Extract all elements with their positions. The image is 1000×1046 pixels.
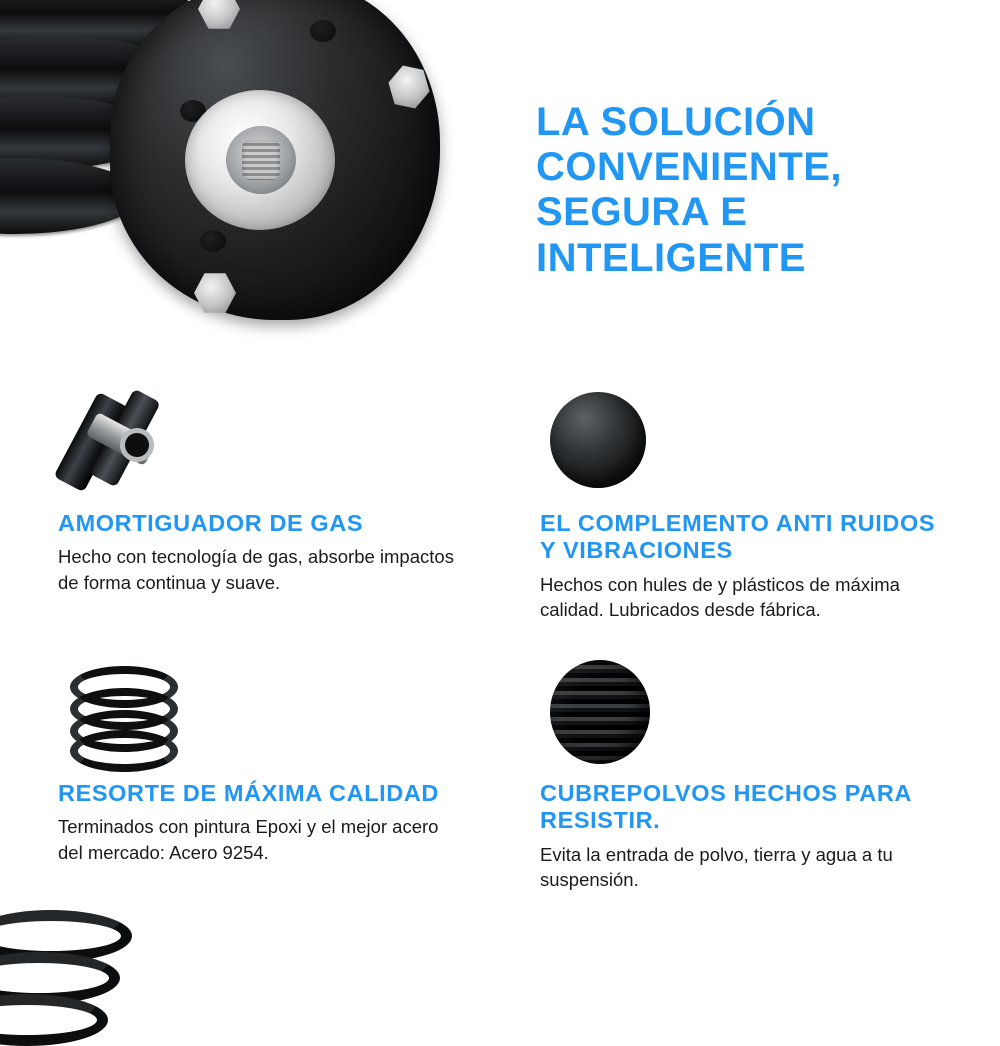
- mount-dimple: [310, 20, 336, 42]
- feature-title: CUBREPOLVOS HECHOS PARA RESISTIR.: [540, 780, 912, 834]
- rubber-mount-icon: [540, 390, 650, 500]
- feature-description: Hechos con hules de y plásticos de máxima calidad. Lubricados desde fábrica.: [540, 573, 900, 621]
- page-title: LA SOLUCIÓN CONVENIENTE, SEGURA E INTELIGENTE: [536, 100, 843, 280]
- feature-description: Terminados con pintura Epoxi y el mejor acero del mercado: Acero 9254.: [58, 816, 439, 863]
- mount-dimple: [200, 230, 226, 252]
- feature-title: AMORTIGUADOR DE GAS: [58, 510, 364, 536]
- gas-shock-absorber-icon: [58, 390, 168, 500]
- feature-title: EL COMPLEMENTO ANTI RUIDOS Y VIBRACIONES: [540, 510, 936, 564]
- dust-boot-icon: [540, 660, 650, 770]
- feature-dust-boot: [500, 660, 1000, 930]
- feature-coil-spring: [0, 660, 500, 930]
- feature-description: Hecho con tecnología de gas, absorbe impactos de forma continua y suave.: [58, 546, 454, 593]
- coil-turn: [0, 994, 108, 1046]
- feature-grid: [0, 390, 1000, 930]
- hero-product-image: [0, 0, 500, 390]
- threaded-rod: [242, 140, 280, 180]
- feature-rubber-mount: [500, 390, 1000, 660]
- feature-description: Evita la entrada de polvo, tierra y agua a tu suspensión.: [540, 843, 893, 891]
- feature-title: RESORTE DE MÁXIMA CALIDAD: [58, 780, 439, 806]
- coil-spring-icon: [58, 660, 168, 770]
- feature-gas-shock: [0, 390, 500, 660]
